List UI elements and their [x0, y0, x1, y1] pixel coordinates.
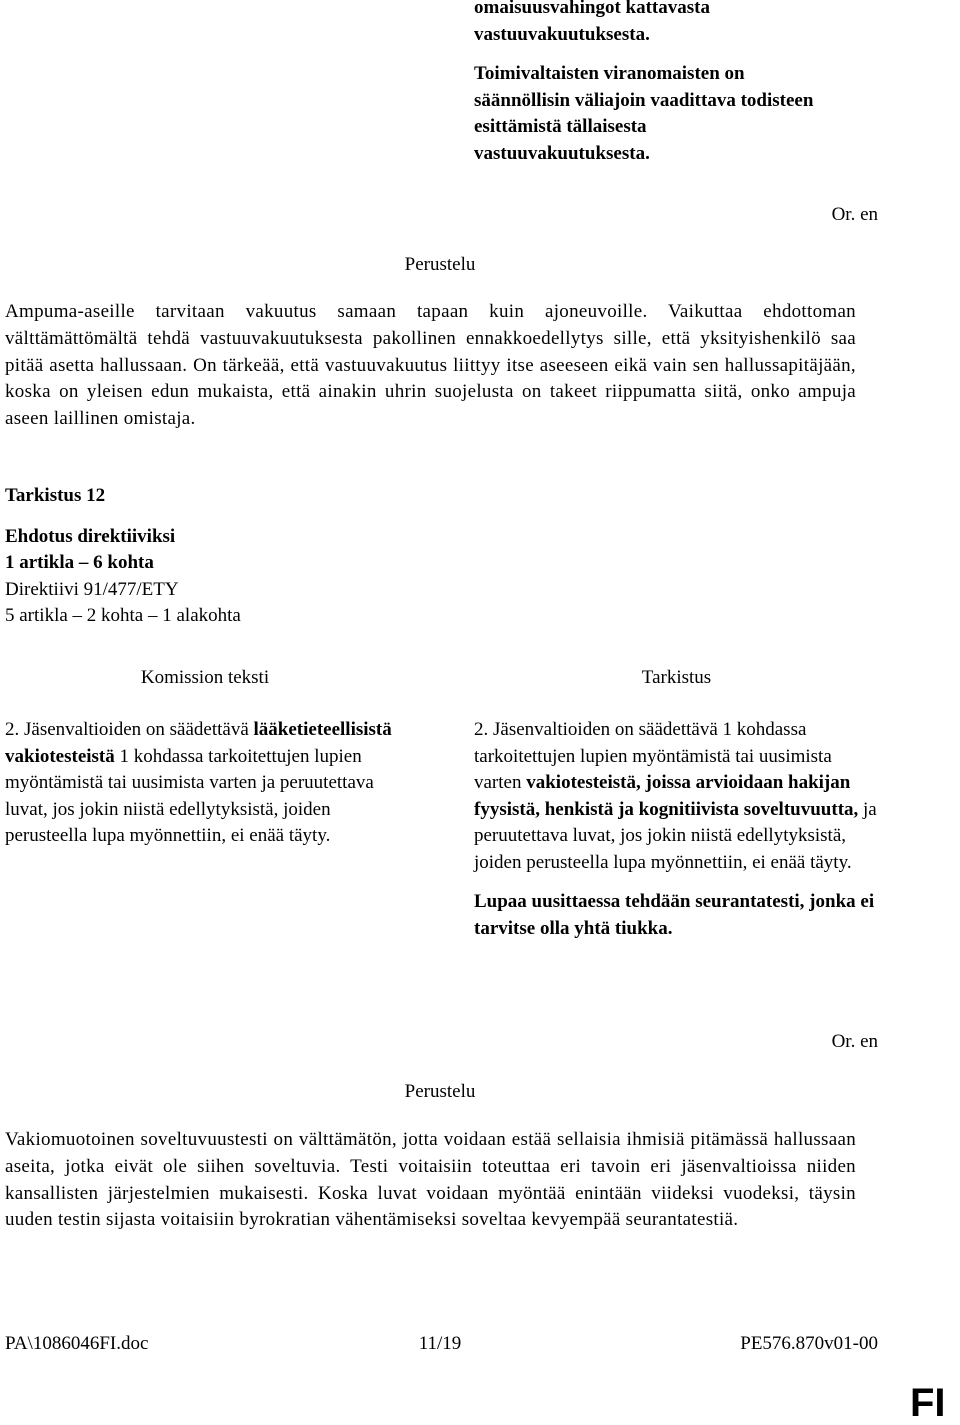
- original-language-label-2: Or. en: [831, 1031, 878, 1052]
- amendment-title: Tarkistus 12: [5, 485, 106, 506]
- justification-text-2: Vakiomuotoinen soveltuvuustesti on välttämätön, jotta voidaan estää sellaisia ihmisiä pitämässä hallussaan aseita, jotka eivät ole siihen soveltuvia. Testi voitaisiin toteuttaa eri tavoin eri jäsenvaltioissa niiden kansallisten järjestelmien mukaisesti. Koska luvat voidaan myöntää enintään viideksi vuodeksi, täysin uuden testin sijasta voitaisiin byrokratian vähentämiseksi soveltaa kevyempää seurantatestiä.: [5, 1129, 856, 1231]
- footer-doc-reference: PA\1086046FI.doc: [5, 1333, 149, 1354]
- article-reference: 1 artikla – 6 kohta: [5, 552, 154, 573]
- directive-name: Direktiivi 91/477/ETY: [5, 578, 179, 600]
- justification-heading: Perustelu: [404, 254, 476, 275]
- amendment-column-header: Tarkistus: [641, 667, 712, 688]
- amendment-addition: Lupaa uusittaessa tehdään seurantatesti, jonka ei tarvitse olla yhtä tiukka.: [474, 891, 875, 939]
- footer-language-code: FI: [910, 1381, 946, 1425]
- proposal-title: Ehdotus direktiiviksi: [5, 525, 176, 547]
- directive-reference: 5 artikla – 2 kohta – 1 alakohta: [5, 605, 241, 626]
- justification-heading-2: Perustelu: [404, 1081, 476, 1102]
- top-amendment-block: [474, 0, 884, 167]
- amendment-paragraph: 2. Jäsenvaltioiden on säädettävä 1 kohdassa tarkoitettujen lupien myöntämistä tai uusimista varten vakiotesteistä, joissa arvioidaan hakijan fyysistä, henkistä ja kognitiivista soveltuvuutta, ja peruutettava luvat, jos jokin niistä edellytyksistä, joiden perusteella lupa myönnettiin, ei enää täyty.: [474, 719, 877, 873]
- justification-text: Ampuma-aseille tarvitaan vakuutus samaan tapaan kuin ajoneuvoille. Vaikuttaa ehdottoman välttämättömältä tehdä vastuuvakuutuksesta pakollinen ennakkoedellytys sille, että yksityishenkilö saa pitää asetta hallussaan. On tärkeää, että vastuuvakuutus liittyy itse aseeseen eikä vain sen hallussapitäjään, koska on yleisen edun mukaista, että ainakin uhrin suojelusta on takeet riippumatta siitä, onko ampuja aseen laillinen omistaja.: [5, 301, 856, 430]
- top-amendment-para-2: Toimivaltaisten viranomaisten on säännöllisin väliajoin vaadittava todisteen esittämistä tällaisesta vastuuvakuutuksesta.: [474, 63, 814, 164]
- footer-pe-reference: PE576.870v01-00: [740, 1333, 878, 1354]
- amendment-text: [474, 717, 879, 942]
- commission-text-header: Komission teksti: [140, 667, 270, 688]
- footer-page-number: 11/19: [418, 1333, 462, 1354]
- top-amendment-para-1: omaisuusvahingot kattavasta vastuuvakuutuksesta.: [474, 0, 710, 45]
- amendment-header: [5, 483, 505, 630]
- commission-text: 2. Jäsenvaltioiden on säädettävä lääketieteellisistä vakiotesteistä 1 kohdassa tarkoitettujen lupien myöntämistä tai uusimista varten ja peruutettava luvat, jos jokin niistä edellytyksistä, joiden perusteella lupa myönnettiin, ei enää täyty.: [5, 719, 392, 846]
- original-language-label: Or. en: [831, 204, 878, 225]
